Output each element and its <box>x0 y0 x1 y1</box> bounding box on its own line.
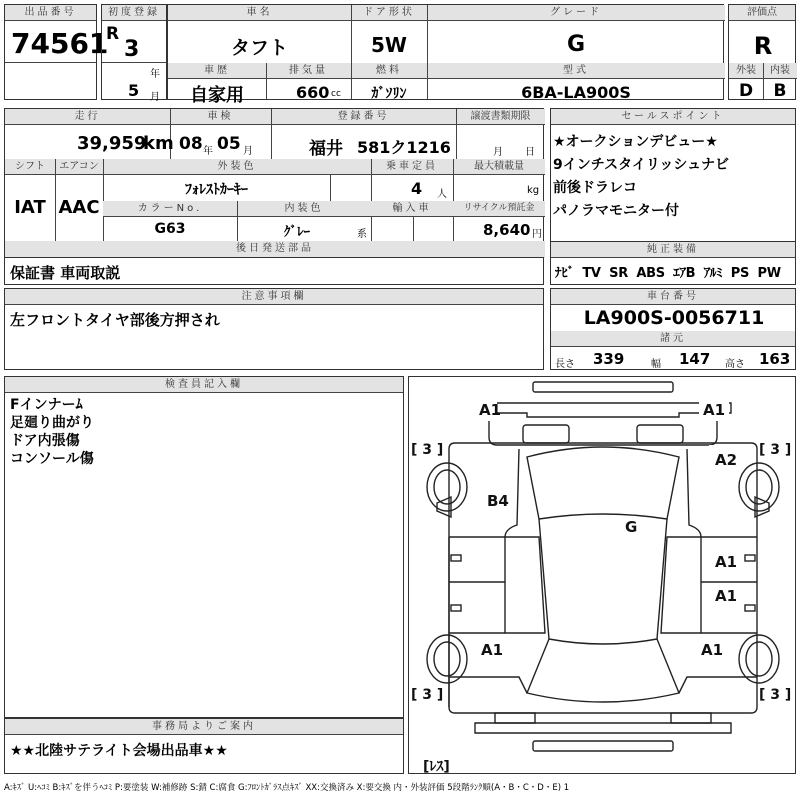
exterior-grade-label: 外装 <box>729 63 763 79</box>
load-label: 最大積載量 <box>453 159 545 175</box>
notes-cell <box>4 288 544 370</box>
sales-point: 前後ドラレコ <box>553 180 637 196</box>
sales-points-cell <box>550 108 796 242</box>
inspector-cell <box>4 376 404 718</box>
interior-grade: B <box>773 81 787 101</box>
damage-mark: A1 <box>703 401 726 419</box>
notes-label: 注意事項欄 <box>5 289 543 305</box>
model-label: 型式 <box>427 63 725 79</box>
transfer-month-unit: 月 <box>493 147 503 158</box>
interior-grade-label: 内装 <box>763 63 797 79</box>
tire-tread: [ 3 ] <box>759 687 792 703</box>
color-label: 外装色 <box>103 159 371 175</box>
score-label: 評価点 <box>729 5 795 21</box>
grade: G <box>566 32 586 57</box>
history-label: 車歴 <box>168 63 266 79</box>
fuel-label: 燃料 <box>351 63 427 79</box>
first-registration-label: 初度登録 <box>102 5 166 21</box>
door-label: ドア形状 <box>351 5 427 21</box>
row2-left <box>4 108 544 258</box>
recycle-unit: 円 <box>532 229 542 240</box>
capacity: 4 <box>411 179 423 198</box>
displacement-unit: cc <box>331 89 341 99</box>
damage-mark: A1 <box>715 553 738 571</box>
sales-points-label: セールスポイント <box>551 109 795 125</box>
inspector-note: Fインナーﾑ <box>10 397 83 413</box>
office-label: 事務局よりご案内 <box>5 719 403 735</box>
width-label: 幅 <box>651 359 661 370</box>
fuel: ｶﾞｿﾘﾝ <box>371 86 407 102</box>
model-code: 6BA-LA900S <box>521 83 631 102</box>
chassis-label: 車台番号 <box>551 289 795 305</box>
transfer-label: 譲渡書類期限 <box>456 109 545 125</box>
equipment-label: 純正装備 <box>551 242 795 258</box>
history: 自家用 <box>190 85 244 106</box>
sales-point: 9インチスタイリッシュナビ <box>553 157 730 173</box>
tire-tread: [ 3 ] <box>411 687 444 703</box>
later-parts-cell <box>4 257 544 285</box>
car-body-diagram <box>409 377 797 775</box>
displacement-label: 排気量 <box>266 63 351 79</box>
inspector-note: 足廻り曲がり <box>10 415 94 431</box>
damage-mark: A2 <box>715 451 738 469</box>
load-unit: kg <box>527 185 540 196</box>
inspector-label: 検査員記入欄 <box>5 377 403 393</box>
era: R <box>106 24 120 44</box>
import-label: 輸入車 <box>371 201 453 217</box>
equipment-cell <box>550 241 796 285</box>
car-name-label: 車名 <box>168 5 351 21</box>
car-name: タフト <box>230 37 288 59</box>
mileage: 39,959 <box>77 133 147 154</box>
capacity-label: 乗車定員 <box>371 159 453 175</box>
mileage-unit: km <box>143 133 174 154</box>
first-registration-cell <box>101 4 167 103</box>
shift: IAT <box>14 197 46 218</box>
lot-number-cell <box>4 4 109 100</box>
door-type: 5W <box>371 33 407 57</box>
displacement: 660 <box>296 83 330 102</box>
inspector-note: コンソール傷 <box>10 451 94 467</box>
exterior-grade: D <box>738 81 754 101</box>
chassis-cell <box>550 288 796 370</box>
shift-label: シフト <box>5 159 55 175</box>
inspection-month: 05 <box>217 134 241 154</box>
sales-point: ★オークションデビュー★ <box>553 134 718 150</box>
lot-number-label: 出品番号 <box>5 5 96 21</box>
year-unit: 年 <box>150 69 160 80</box>
inspection-year-unit: 年 <box>203 146 213 157</box>
equipment: ﾅﾋﾞ TV SR ABS ｴｱB ｱﾙﾐ PS PW <box>555 266 781 281</box>
inspector-note: ドア内張傷 <box>10 433 80 449</box>
damage-diagram <box>408 376 796 774</box>
color-number-label: カラーNo. <box>103 201 237 217</box>
plate-label: 登録番号 <box>271 109 456 125</box>
plate-number: 581ク1216 <box>357 138 451 157</box>
inspection-month-unit: 月 <box>243 146 253 157</box>
damage-mark: A1 <box>701 641 724 659</box>
air-conditioner: AAC <box>58 197 100 218</box>
lot-number: 74561 <box>11 27 109 60</box>
height: 163 <box>759 350 791 368</box>
score-cell <box>728 4 796 100</box>
exterior-color: ﾌｫﾚｽﾄｶｰｷｰ <box>185 182 248 198</box>
tire-tread: [ 3 ] <box>759 442 792 458</box>
spare-tire: [ﾚｽ] <box>423 759 450 775</box>
interior-color-label: 内装色 <box>237 201 371 217</box>
plate-area: 福井 <box>309 139 343 159</box>
length: 339 <box>593 350 625 368</box>
damage-mark: B4 <box>487 492 509 510</box>
notes: 左フロントタイヤ部後方押され <box>10 311 220 329</box>
length-label: 長さ <box>555 359 575 370</box>
color-number: G63 <box>154 221 186 237</box>
recycle-fee: 8,640 <box>483 221 531 239</box>
office-cell <box>4 718 404 774</box>
ac-label: エアコン <box>55 159 103 175</box>
mileage-label: 走行 <box>5 109 170 125</box>
tire-tread: [ 3 ] <box>411 442 444 458</box>
transfer-day-unit: 日 <box>525 147 535 158</box>
interior-color: ｸﾞﾚｰ <box>284 225 310 240</box>
inspection-year: 08 <box>179 134 203 154</box>
chassis-number: LA900S-0056711 <box>583 307 765 329</box>
damage-mark: A1 <box>479 401 502 419</box>
capacity-unit: 人 <box>437 189 447 200</box>
grade-label: グレード <box>427 5 725 21</box>
registration-month: 5 <box>128 81 140 100</box>
damage-mark: G <box>625 518 638 536</box>
recycle-label: リサイクル預託金 <box>453 201 545 217</box>
office-notice: ★★北陸サテライト会場出品車★★ <box>10 743 228 759</box>
interior-color-unit: 系 <box>357 229 367 240</box>
damage-mark: A1 <box>481 641 504 659</box>
damage-mark: A1 <box>715 587 738 605</box>
later-parts-label: 後日発送部品 <box>5 241 545 258</box>
later-parts: 保証書 車両取説 <box>10 264 121 282</box>
month-unit: 月 <box>150 92 160 103</box>
sales-point: パノラマモニター付 <box>553 203 679 219</box>
registration-year: 3 <box>124 37 140 62</box>
legend: A:ｷｽﾞ U:ﾍｺﾐ B:ｷｽﾞを伴うﾍｺﾐ P:要塗装 W:補修跡 S:錆 C:腐食 G:ﾌﾛﾝﾄｶﾞﾗｽ点ｷｽﾞ XX:交換済み X:要交換 内・外装評価 5段階ﾗﾝｸ順(A・B・C・D・E) 1 <box>4 783 570 793</box>
inspection-label: 車検 <box>170 109 271 125</box>
score: R <box>753 32 773 60</box>
height-label: 高さ <box>725 359 745 370</box>
width: 147 <box>679 350 711 368</box>
row1-main <box>167 4 724 106</box>
specs-label: 諸元 <box>551 331 795 347</box>
